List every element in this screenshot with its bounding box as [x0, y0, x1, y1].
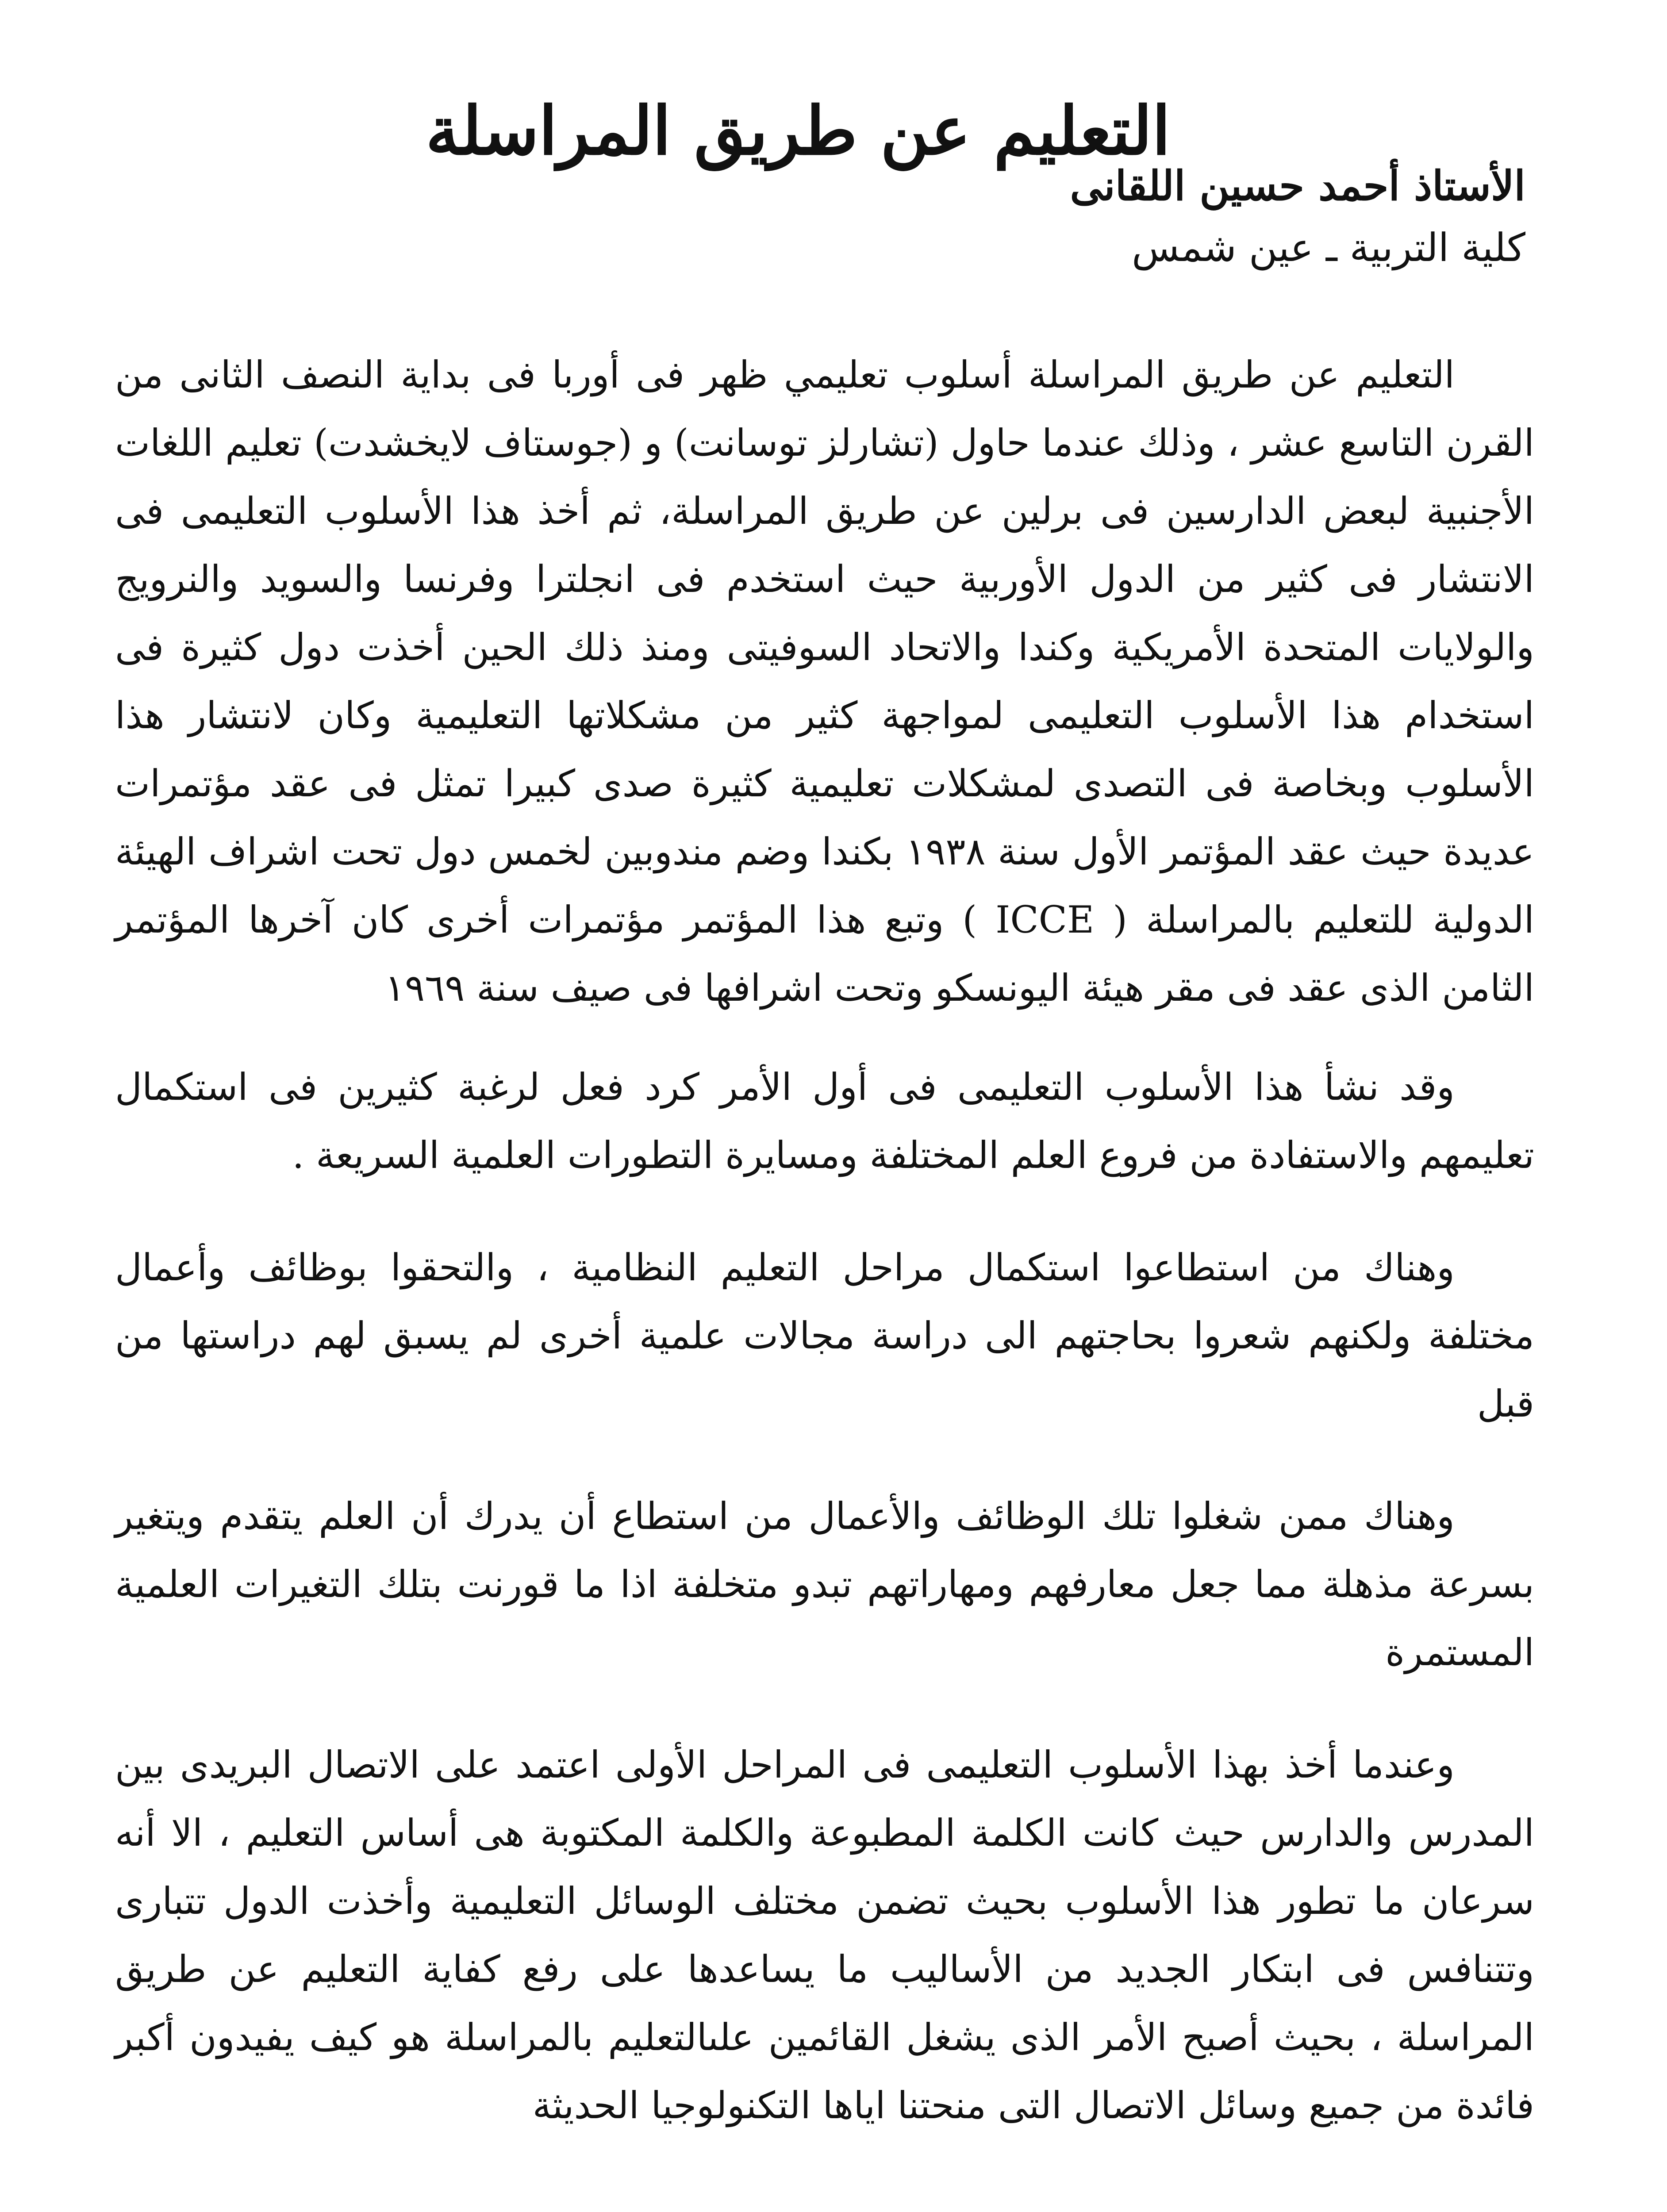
paragraph-1: التعليم عن طريق المراسلة أسلوب تعليمي ظهر فى أوربا فى بداية النصف الثانى من القرن التاسع عشر ، وذلك عندما حاول (تشارلز توسانت) و (جوستاف لايخشدت) تعليم اللغات الأجنبية لبعض الدارسين فى برلين عن طريق المراسلة، ثم أخذ هذا الأسلوب التعليمى فى الانتشار فى كثير من الدول الأوربية حيث استخدم فى انجلترا وفرنسا والسويد والنرويج والولايات المتحدة الأمريكية وكندا والاتحاد السوفيتى ومنذ ذلك الحين أخذت دول كثيرة فى استخدام هذا الأسلوب التعليمى لمواجهة كثير من مشكلاتها التعليمية وكان لانتشار هذا الأسلوب وبخاصة فى التصدى لمشكلات تعليمية كثيرة صدى كبيرا تمثل فى عقد مؤتمرات عديدة حيث عقد المؤتمر الأول سنة ١٩٣٨ بكندا وضم مندوبين لخمس دول تحت اشراف الهيئة الدولية للتعليم بالمراسلة ( ICCE ) وتبع هذا المؤتمر مؤتمرات أخرى كان آخرها المؤتمر الثامن الذى عقد فى مقر هيئة اليونسكو وتحت اشرافها فى صيف سنة ١٩٦٩	[115, 353, 1535, 1010]
paragraph-4: وهناك ممن شغلوا تلك الوظائف والأعمال من استطاع أن يدرك أن العلم يتقدم ويتغير بسرعة مذهلة مما جعل معارفهم ومهاراتهم تبدو متخلفة اذا ما قورنت بتلك التغيرات العلمية المستمرة	[115, 1494, 1534, 1674]
article-title: التعليم عن طريق المراسلة	[426, 92, 1171, 170]
author-affiliation: كلية التربية ـ عين شمس	[1132, 225, 1525, 270]
article-body	[115, 341, 1534, 2184]
author-block	[906, 155, 1525, 279]
paragraph-2: وقد نشأ هذا الأسلوب التعليمى فى أول الأمر كرد فعل لرغبة كثيرين فى استكمال تعليمهم والاستفادة من فروع العلم المختلفة ومسايرة التطورات العلمية السريعة .	[115, 1065, 1534, 1177]
paragraph-3: وهناك من استطاعوا استكمال مراحل التعليم النظامية ، والتحقوا بوظائف وأعمال مختلفة ولكنهم شعروا بحاجتهم الى دراسة مجالات علمية أخرى لم يسبق لهم دراستها من قبل	[115, 1246, 1534, 1425]
paragraph-5: وعندما أخذ بهذا الأسلوب التعليمى فى المراحل الأولى اعتمد على الاتصال البريدى بين المدرس والدارس حيث كانت الكلمة المطبوعة والكلمة المكتوبة هى أساس التعليم ، الا أنه سرعان ما تطور هذا الأسلوب بحيث تضمن مختلف الوسائل التعليمية وأخذت الدول تتبارى وتتنافس فى ابتكار الجديد من الأساليب ما يساعدها على رفع كفاية التعليم عن طريق المراسلة ، بحيث أصبح الأمر الذى يشغل القائمين علىالتعليم بالمراسلة هو كيف يفيدون أكبر فائدة من جميع وسائل الاتصال التى منحتنا اياها التكنولوجيا الحديثة	[115, 1743, 1534, 2127]
author-name: الأستاذ أحمد حسين اللقانى	[1070, 162, 1525, 210]
